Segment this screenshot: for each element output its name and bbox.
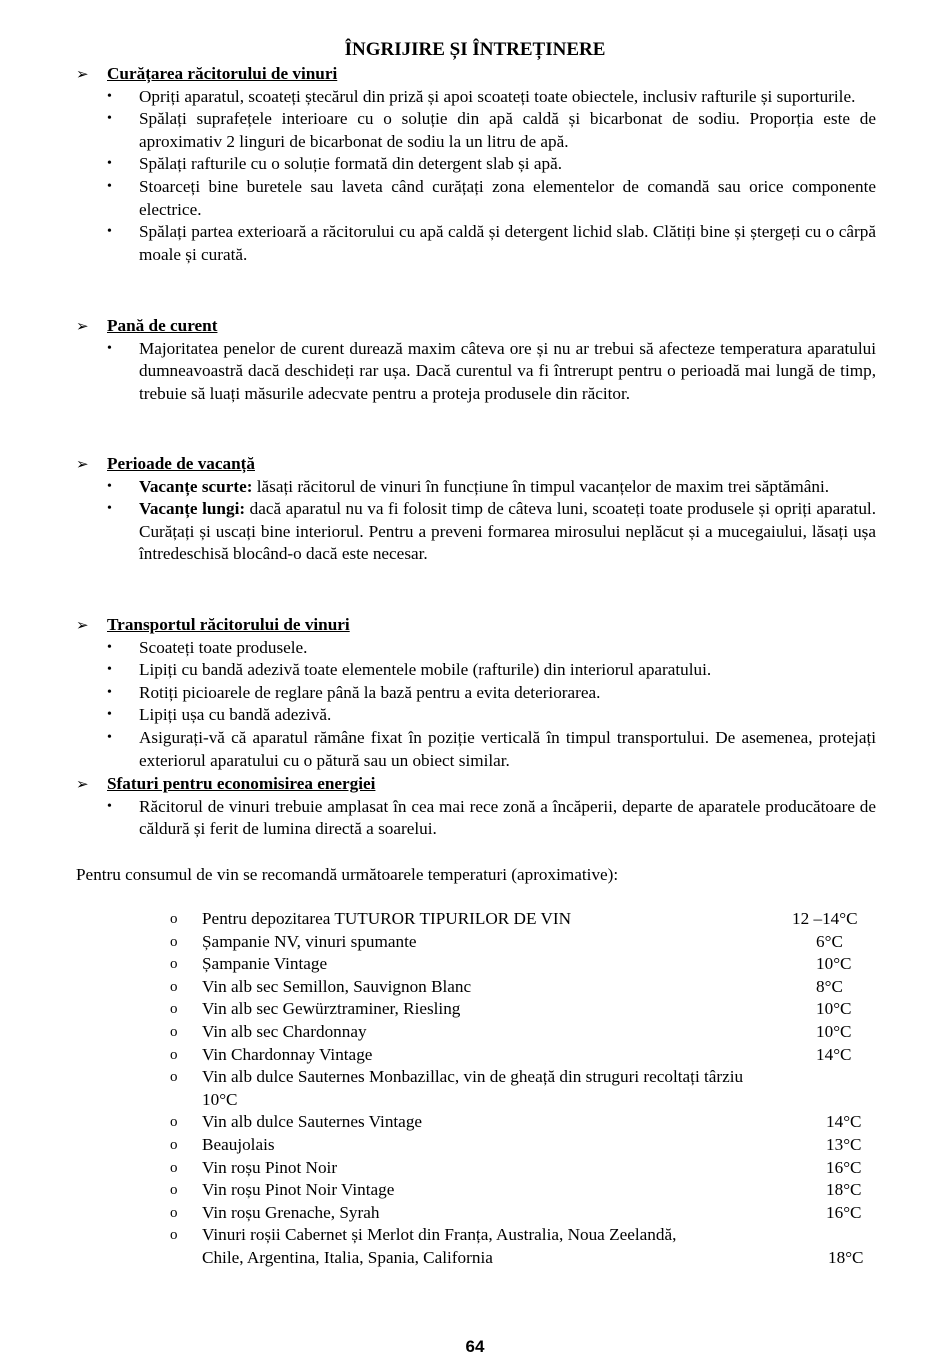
temperature-value: 16°C [826, 1157, 862, 1177]
wine-type: Șampanie Vintage [202, 954, 328, 974]
wine-type: Beaujolais [202, 1134, 275, 1154]
list-item [76, 476, 876, 499]
bullet-dot-icon: • [107, 639, 112, 655]
temperature-value: 10°C [816, 1021, 852, 1041]
section-power-outage [76, 315, 876, 405]
bullet-list [76, 86, 876, 267]
arrow-bullet-icon: ➢ [76, 457, 89, 473]
temperature-row [170, 1224, 870, 1269]
section-vacation [76, 453, 876, 566]
temperature-value: 10°C [816, 954, 852, 974]
list-item [76, 637, 876, 660]
list-item-text: Spălați suprafețele interioare cu o soluție din apă caldă și bicarbonat de sodiu. Proporția este de aproximativ 2 linguri de bicarbonat de sodiu la un litru de apă. [139, 109, 876, 151]
page-number: 64 [465, 1337, 485, 1356]
list-item [76, 108, 876, 153]
list-item [76, 659, 876, 682]
temperature-value: 18°C [828, 1247, 864, 1267]
wine-type: Vin alb dulce Sauternes Monbazillac, vin de gheață din struguri recoltați târziu [202, 1067, 744, 1087]
temperature-value: 14°C [816, 1044, 852, 1064]
temperature-value: 16°C [826, 1202, 862, 1222]
bullet-dot-icon: • [107, 729, 112, 745]
circle-bullet-icon: o [170, 956, 178, 973]
list-item-text: Lipiți ușa cu bandă adezivă. [139, 705, 332, 725]
circle-bullet-icon: o [170, 1069, 178, 1086]
circle-bullet-icon: o [170, 933, 178, 950]
section-heading-text: Transportul răcitorului de vinuri [107, 615, 350, 634]
circle-bullet-icon: o [170, 911, 178, 927]
list-item-text: Spălați rafturile cu o soluție formată din detergent slab și apă. [139, 154, 563, 174]
list-item [76, 704, 876, 727]
list-item-text: Opriți aparatul, scoateți ștecărul din priză și apoi scoateți toate obiectele, inclusiv rafturile și suporturile. [139, 86, 856, 106]
circle-bullet-icon: o [170, 1159, 178, 1176]
wine-type: Vin roșu Pinot Noir [202, 1157, 338, 1177]
list-item [76, 176, 876, 221]
list-item-text: Lipiți cu bandă adezivă toate elementele mobile (rafturile) din interiorul aparatului. [139, 660, 712, 680]
section-heading-text: Curățarea răcitorului de vinuri [107, 64, 338, 83]
bullet-dot-icon: • [107, 478, 112, 494]
list-item-text: Asigurați-vă că aparatul rămâne fixat în poziție verticală în timpul transportului. De asemenea, protejați exteriorul aparatului cu o pătură sau un obiect similar. [139, 727, 876, 770]
section-heading-text: Pană de curent [107, 316, 218, 335]
temperature-value: 12 –14°C [792, 909, 858, 928]
bullet-dot-icon: • [107, 501, 112, 517]
list-item [76, 727, 876, 772]
wine-type: Șampanie NV, vinuri spumante [202, 931, 417, 951]
list-item-text: dacă aparatul nu va fi folosit timp de câteva luni, scoateți toate produsele și opriți aparatul. Curățați și uscați bine interiorul. Pentru a preveni formarea mirosului neplăcut și a mucegaiului, lăsați ușa întredeschisă blocând-o dacă este necesar. [139, 499, 876, 564]
temperature-row [170, 1179, 870, 1202]
bullet-list [76, 796, 876, 841]
list-item [76, 153, 876, 176]
temperature-value: 10°C [816, 999, 852, 1019]
list-item [76, 682, 876, 705]
temperature-row [170, 1044, 870, 1067]
list-item-text: Răcitorul de vinuri trebuie amplasat în cea mai rece zonă a încăperii, departe de aparatele producătoare de căldură și ferit de lumina directă a soarelui. [139, 796, 876, 839]
bullet-dot-icon: • [107, 684, 112, 700]
list-item-text: Rotiți picioarele de reglare până la bază pentru a evita deteriorarea. [139, 682, 601, 702]
wine-type: Vin Chardonnay Vintage [202, 1044, 373, 1064]
section-heading [76, 773, 876, 796]
circle-bullet-icon: o [170, 1001, 178, 1018]
section-heading [76, 453, 876, 476]
wine-type: Vin alb dulce Sauternes Vintage [202, 1112, 423, 1132]
circle-bullet-icon: o [170, 978, 178, 995]
circle-bullet-icon: o [170, 1182, 178, 1199]
page-title: ÎNGRIJIRE ȘI ÎNTREȚINERE [344, 39, 606, 60]
section-heading [76, 63, 876, 86]
temperature-intro: Pentru consumul de vin se recomandă următoarele temperaturi (aproximative): [76, 865, 619, 884]
temperature-row [170, 908, 870, 931]
list-item-bold-label: Vacanțe lungi: [139, 499, 246, 519]
temperature-row [170, 931, 870, 954]
circle-bullet-icon: o [170, 1046, 178, 1063]
wine-type: Pentru depozitarea TUTUROR TIPURILOR DE VIN [202, 909, 572, 928]
list-item [76, 498, 876, 566]
bullet-list [76, 476, 876, 566]
temperature-value: 6°C [816, 931, 843, 951]
list-item [76, 338, 876, 406]
circle-bullet-icon: o [170, 1114, 178, 1131]
arrow-bullet-icon: ➢ [76, 319, 89, 335]
wine-type: Vinuri roșii Cabernet și Merlot din Franța, Australia, Noua Zeelandă, Chile, Argentina, Italia, Spania, California [202, 1225, 677, 1267]
temperature-row [170, 998, 870, 1021]
arrow-bullet-icon: ➢ [76, 618, 89, 634]
bullet-list [76, 637, 876, 773]
temperature-value: 14°C [826, 1112, 862, 1132]
temperature-row [170, 1111, 870, 1134]
list-item-text: Scoateți toate produsele. [139, 637, 308, 657]
list-item-text: Spălați partea exterioară a răcitorului cu apă caldă și detergent lichid slab. Clătiți bine și ștergeți cu o cârpă moale și curată. [139, 222, 876, 264]
section-transport [76, 614, 876, 772]
bullet-dot-icon: • [107, 224, 112, 240]
temperature-value: 10°C [202, 1089, 238, 1109]
temperature-row [170, 953, 870, 976]
temperature-row [170, 1066, 870, 1089]
wine-type: Vin roșu Grenache, Syrah [202, 1202, 380, 1222]
bullet-dot-icon: • [107, 178, 112, 194]
bullet-dot-icon: • [107, 156, 112, 172]
temperature-value: 13°C [826, 1134, 862, 1154]
bullet-dot-icon: • [107, 111, 112, 127]
list-item [76, 86, 876, 109]
bullet-list [76, 338, 876, 406]
section-heading-text: Perioade de vacanță [107, 454, 255, 473]
arrow-bullet-icon: ➢ [76, 777, 89, 793]
wine-type: Vin alb sec Gewürztraminer, Riesling [202, 999, 461, 1019]
list-item-text: Majoritatea penelor de curent durează maxim câteva ore și nu ar trebui să afecteze temperatura aparatului dumneavoastră dacă deschideți rar ușa. Dacă curentul va fi întrerupt pentru o perioadă mai lungă de timp, trebuie să luați măsurile adecvate pentru a proteja produsele din răcitor. [139, 338, 876, 403]
bullet-dot-icon: • [107, 662, 112, 678]
bullet-dot-icon: • [107, 88, 112, 104]
circle-bullet-icon: o [170, 1136, 178, 1153]
section-heading [76, 614, 876, 637]
temperature-row [170, 976, 870, 999]
temperature-value: 18°C [826, 1180, 862, 1200]
arrow-bullet-icon: ➢ [76, 67, 89, 83]
temperature-value: 8°C [816, 976, 843, 996]
circle-bullet-icon: o [170, 1023, 178, 1040]
section-heading [76, 315, 876, 338]
list-item-text: Stoarceți bine buretele sau laveta când curățați zona elementelor de comandă sau orice componente electrice. [139, 176, 876, 219]
bullet-dot-icon: • [107, 798, 112, 814]
circle-bullet-icon: o [170, 1204, 178, 1221]
wine-type: Vin alb sec Chardonnay [202, 1021, 367, 1041]
section-energy-saving [76, 773, 876, 841]
temperature-list [170, 908, 870, 1270]
list-item-text: lăsați răcitorul de vinuri în funcțiune în timpul vacanțelor de maxim trei săptămâni. [252, 476, 830, 496]
bullet-dot-icon: • [107, 340, 112, 356]
temperature-row [170, 1157, 870, 1180]
section-heading-text: Sfaturi pentru economisirea energiei [107, 774, 376, 793]
section-cleaning [76, 63, 876, 266]
list-item [76, 221, 876, 266]
temperature-row [170, 1134, 870, 1157]
list-item-bold-label: Vacanțe scurte: [139, 476, 253, 496]
list-item [76, 796, 876, 841]
temperature-row [170, 1021, 870, 1044]
temperature-row [170, 1202, 870, 1225]
circle-bullet-icon: o [170, 1227, 178, 1244]
bullet-dot-icon: • [107, 707, 112, 723]
wine-type: Vin alb sec Semillon, Sauvignon Blanc [202, 976, 472, 996]
wine-type: Vin roșu Pinot Noir Vintage [202, 1180, 395, 1200]
